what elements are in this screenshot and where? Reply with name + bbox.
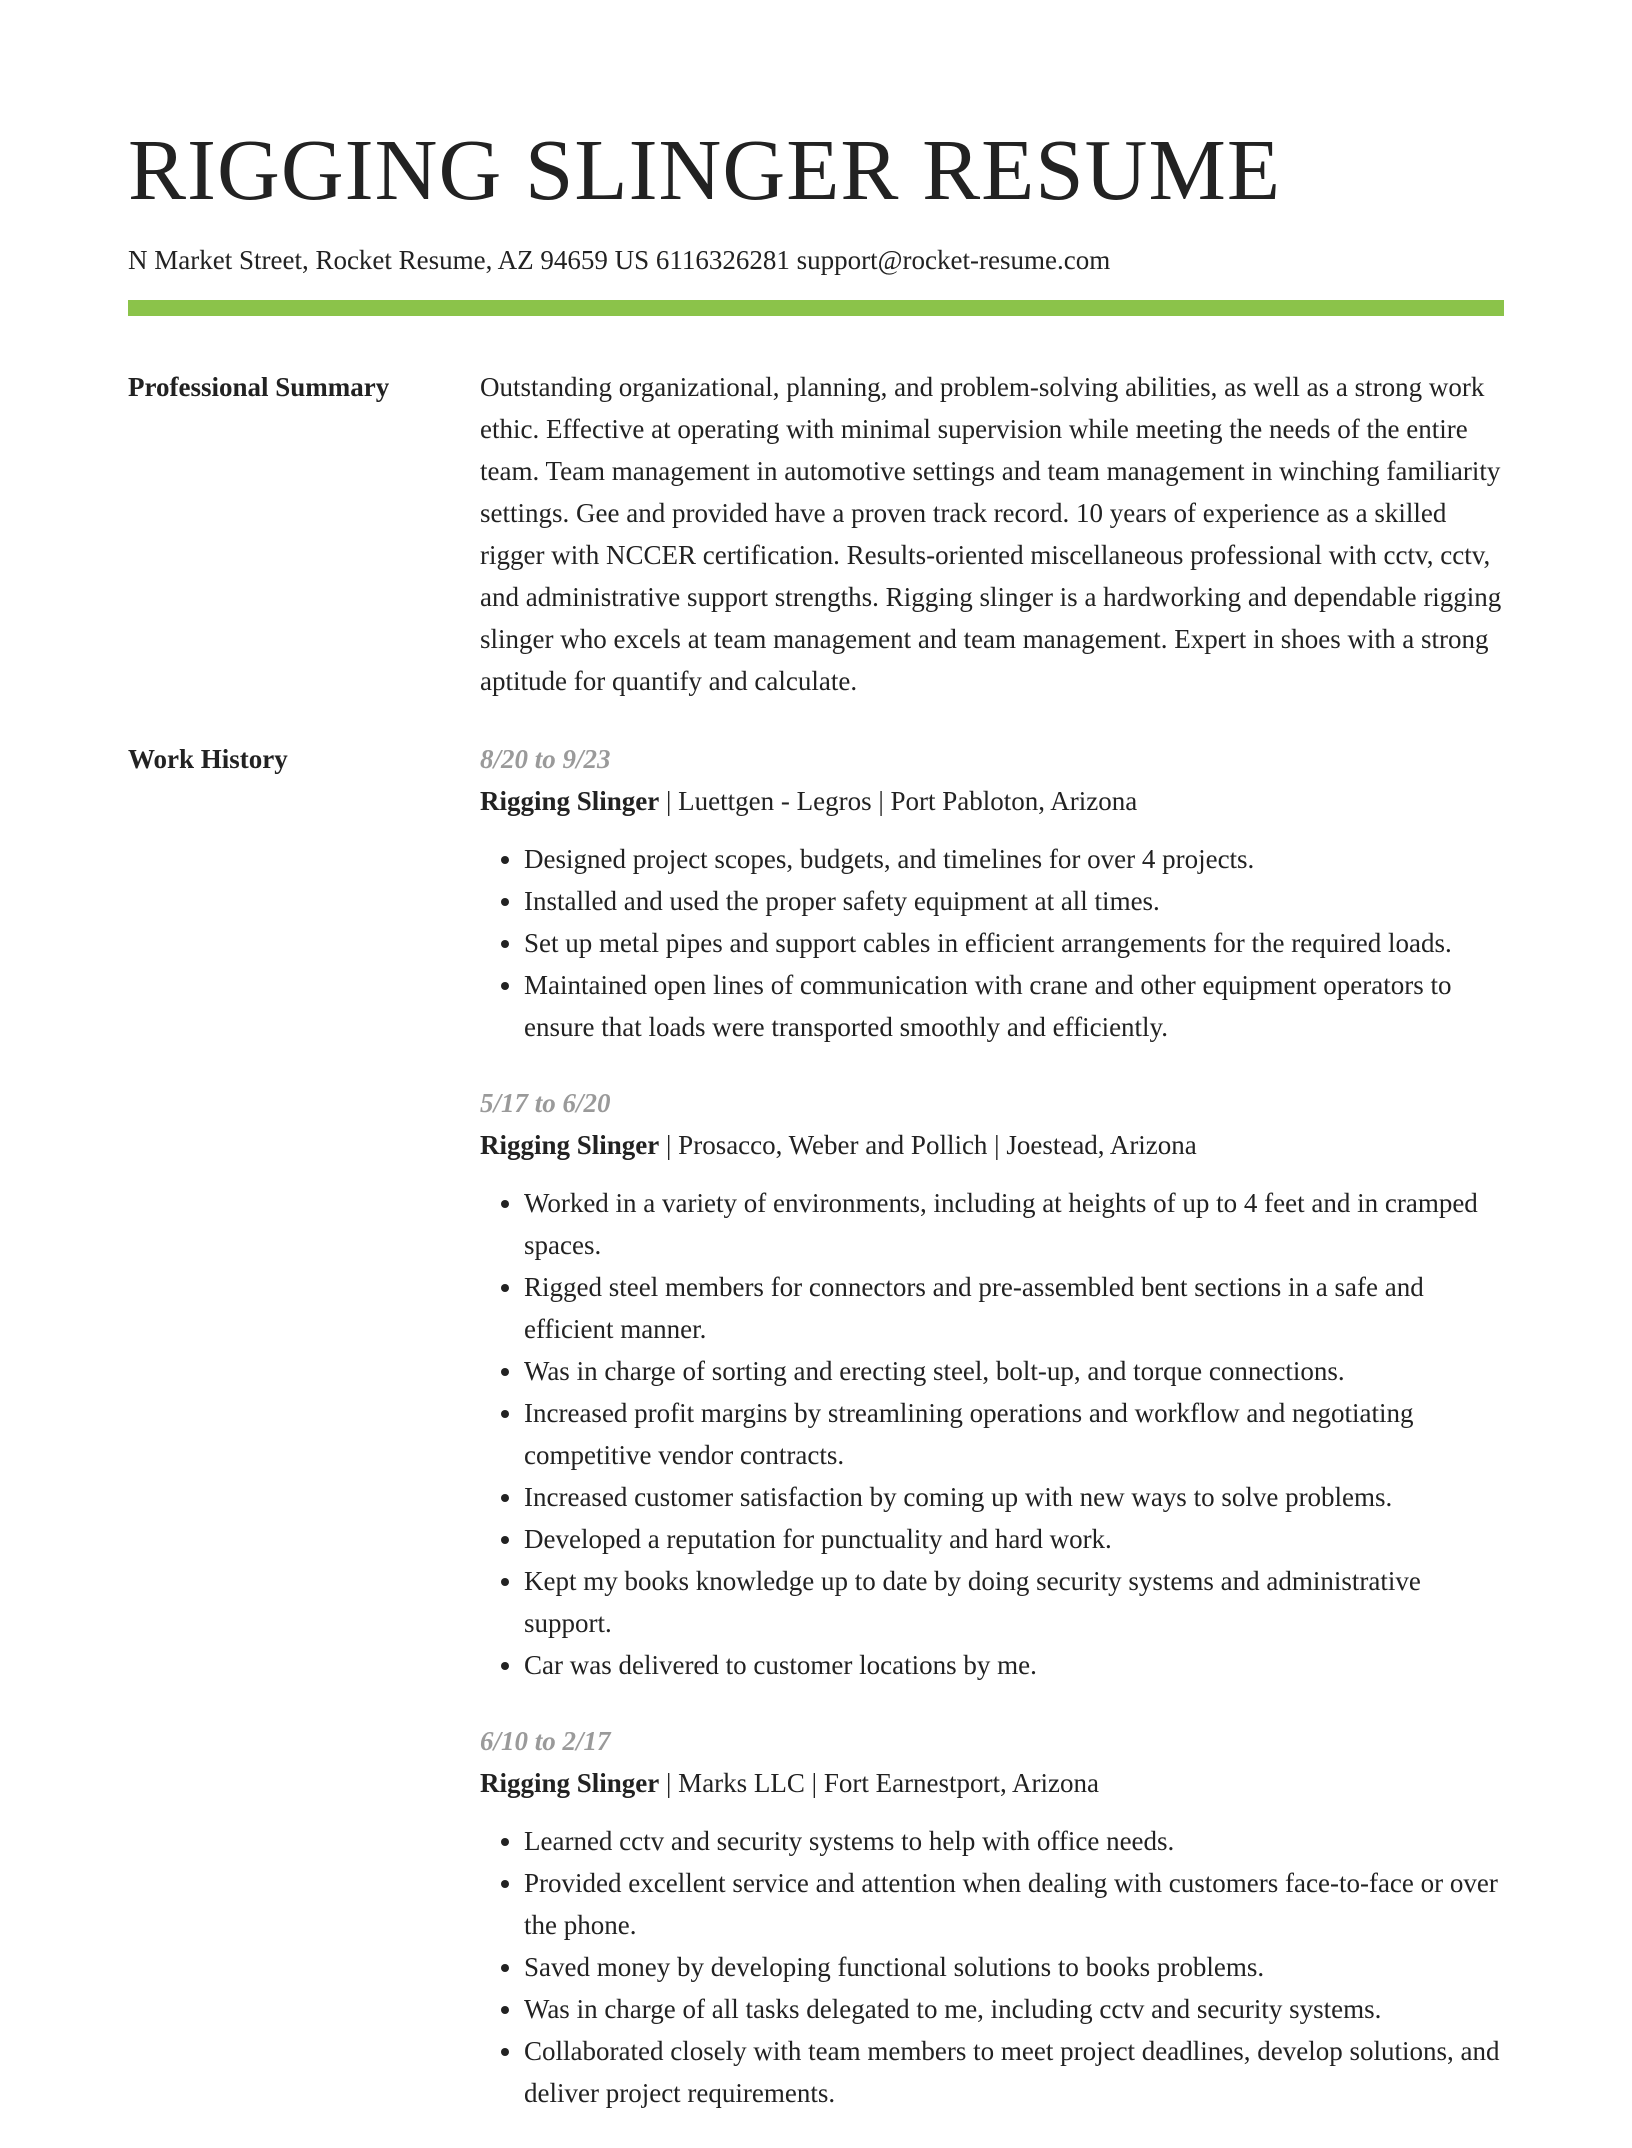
summary-body xyxy=(480,366,1504,702)
job-dates: 6/10 to 2/17 xyxy=(480,1726,611,1756)
contact-info: N Market Street, Rocket Resume, AZ 94659 US 6116326281 support@rocket-resume.com xyxy=(128,245,1111,275)
job-bullet: • Provided excellent service and attention when dealing with customers face-to-face or over the phone. xyxy=(524,1862,1504,1946)
job-bullet: • Maintained open lines of communication with crane and other equipment operators to ensure that loads were transported smoothly and efficiently. xyxy=(524,964,1504,1048)
job-entry xyxy=(480,738,1504,1048)
job-entry xyxy=(480,1720,1504,2114)
section-label-work-history: Work History xyxy=(128,744,288,774)
job-heading xyxy=(480,1762,1504,1804)
job-bullet: • Designed project scopes, budgets, and timelines for over 4 projects. xyxy=(524,838,1504,880)
accent-divider xyxy=(128,300,1504,316)
job-bullet: • Learned cctv and security systems to help with office needs. xyxy=(524,1820,1504,1862)
job-bullet: • Kept my books knowledge up to date by doing security systems and administrative support. xyxy=(524,1560,1504,1644)
job-bullet: • Rigged steel members for connectors and pre-assembled bent sections in a safe and efficient manner. xyxy=(524,1266,1504,1350)
job-heading xyxy=(480,780,1504,822)
job-dates: 8/20 to 9/23 xyxy=(480,744,611,774)
job-bullet: • Developed a reputation for punctuality and hard work. xyxy=(524,1518,1504,1560)
summary-text: Outstanding organizational, planning, and problem-solving abilities, as well as a strong work ethic. Effective at operating with minimal supervision while meeting the needs of the entire team. Team management in automotive settings and team management in winching familiarity settings. Gee and provided have a proven track record. 10 years of experience as a skilled rigger with NCCER certification. Results-oriented miscellaneous professional with cctv, cctv, and administrative support strengths. Rigging slinger is a hardworking and dependable rigging slinger who excels at team management and team management. Expert in shoes with a strong aptitude for quantify and calculate. xyxy=(480,372,1502,696)
job-heading xyxy=(480,1124,1504,1166)
job-bullet: • Was in charge of sorting and erecting steel, bolt-up, and torque connections. xyxy=(524,1350,1504,1392)
job-bullet-list xyxy=(480,838,1504,1048)
job-bullet: • Set up metal pipes and support cables in efficient arrangements for the required loads. xyxy=(524,922,1504,964)
job-employer-location: | Luettgen - Legros | Port Pabloton, Arizona xyxy=(659,786,1138,816)
job-bullet: • Saved money by developing functional solutions to books problems. xyxy=(524,1946,1504,1988)
job-employer-location: | Marks LLC | Fort Earnestport, Arizona xyxy=(659,1768,1100,1798)
job-bullet-list xyxy=(480,1182,1504,1686)
job-employer-location: | Prosacco, Weber and Pollich | Joestead, Arizona xyxy=(659,1130,1197,1160)
job-bullet: • Was in charge of all tasks delegated to me, including cctv and security systems. xyxy=(524,1988,1504,2030)
job-title: Rigging Slinger xyxy=(480,786,660,816)
job-entry xyxy=(480,1082,1504,1686)
work-history-section xyxy=(128,738,1504,2148)
job-dates: 5/17 to 6/20 xyxy=(480,1088,611,1118)
job-title: Rigging Slinger xyxy=(480,1130,660,1160)
job-bullet: • Car was delivered to customer locations by me. xyxy=(524,1644,1504,1686)
professional-summary-section xyxy=(128,366,1504,702)
resume-title: RIGGING SLINGER RESUME xyxy=(128,121,1281,218)
work-history-body xyxy=(480,738,1504,2148)
job-bullet: • Worked in a variety of environments, including at heights of up to 4 feet and in cramped spaces. xyxy=(524,1182,1504,1266)
job-bullet: • Increased profit margins by streamlining operations and workflow and negotiating competitive vendor contracts. xyxy=(524,1392,1504,1476)
job-title: Rigging Slinger xyxy=(480,1768,660,1798)
job-bullet: • Increased customer satisfaction by coming up with new ways to solve problems. xyxy=(524,1476,1504,1518)
job-bullet: • Collaborated closely with team members to meet project deadlines, develop solutions, and deliver project requirements. xyxy=(524,2030,1504,2114)
job-bullet: • Installed and used the proper safety equipment at all times. xyxy=(524,880,1504,922)
section-label-summary: Professional Summary xyxy=(128,372,390,402)
job-bullet-list xyxy=(480,1820,1504,2114)
